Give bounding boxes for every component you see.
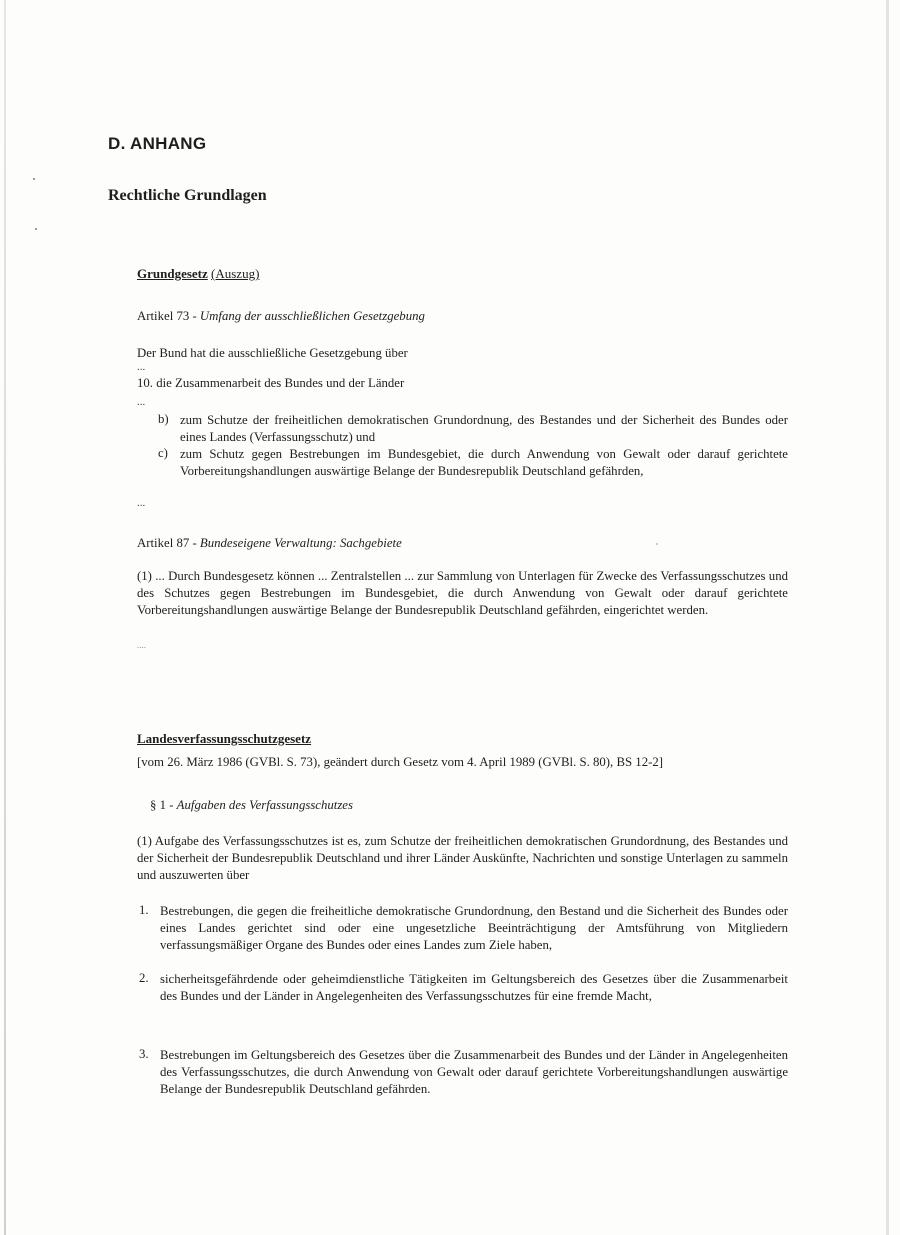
list-item-number: 3. xyxy=(139,1047,149,1061)
artikel-87-text: (1) ... Durch Bundesgesetz können ... Zentralstellen ... zur Sammlung von Unterlagen für Zwecke des Verfassungsschutzes und des Schutzes gegen Bestrebungen im Bundesgebiet, die durch Anwendung von Gewalt oder darauf gerichtete Vorbereitungshandlungen auswärtige Belange der Bundesrepublik Deutschland gefährden, eingerichtet werden. xyxy=(137,569,788,617)
grundgesetz-title-text: Grundgesetz xyxy=(137,266,208,281)
artikel-73-title: Umfang der ausschließlichen Gesetzgebung xyxy=(199,309,425,323)
item-b-text: zum Schutze der freiheitlichen demokratischen Grundordnung, des Bestandes und der Sicherheit des Bundes oder eines Landes (Verfassungsschutz) und xyxy=(180,413,788,444)
item-c-text: zum Schutz gegen Bestrebungen im Bundesgebiet, die durch Anwendung von Gewalt oder darauf gerichtete Vorbereitungshandlungen auswärtige Belange der Bundesrepublik Deutschland gefährden, xyxy=(180,447,788,478)
paragraph-1-intro: (1) Aufgabe des Verfassungsschutzes ist es, zum Schutze der freiheitlichen demokratischen Grundordnung, des Bestandes und der Sicherheit der Bundesrepublik Deutschland und ihrer Länder Auskünfte, Nachrichten und sonstige Unterlagen zu sammeln und auszuwerten über xyxy=(137,834,788,882)
scan-edge-left xyxy=(4,0,6,1235)
lvsg-subtitle: [vom 26. März 1986 (GVBl. S. 73), geändert durch Gesetz vom 4. April 1989 (GVBl. S. 80), BS 12-2] xyxy=(137,755,664,769)
list-item: Bestrebungen im Geltungsbereich des Gesetzes über die Zusammenarbeit des Bundes und der Länder in Angelegenheiten des Verfassungsschutzes, die durch Anwendung von Gewalt oder darauf gerichtete Vorbereitungshandlungen auswärtige Belange der Bundesrepublik Deutschland gefährden. xyxy=(160,1048,788,1096)
item-c-label: c) xyxy=(158,446,168,460)
scan-speck xyxy=(656,543,658,545)
ellipsis: ... xyxy=(137,361,146,373)
artikel-73-intro: Der Bund hat die ausschließliche Gesetzgebung über xyxy=(137,346,408,360)
list-item: sicherheitsgefährdende oder geheimdienstliche Tätigkeiten im Geltungsbereich des Gesetzes über die Zusammenarbeit des Bundes und der Länder in Angelegenheiten des Verfassungsschutzes für eine fremde Macht, xyxy=(160,972,788,1003)
scan-speck xyxy=(33,178,35,180)
page-heading: D. ANHANG xyxy=(108,134,207,153)
artikel-73-label: Artikel 73 - xyxy=(137,309,197,323)
ellipsis: ... xyxy=(137,497,146,509)
artikel-73-item-10: 10. die Zusammenarbeit des Bundes und der Länder xyxy=(137,376,405,390)
lvsg-title xyxy=(137,731,311,747)
lvsg-title-text: Landesverfassungsschutzgesetz xyxy=(137,731,312,746)
ellipsis: .... xyxy=(137,640,146,650)
item-b-label: b) xyxy=(158,412,169,426)
artikel-73-heading xyxy=(137,308,425,325)
artikel-87-label: Artikel 87 - xyxy=(137,536,197,550)
list-item-number: 1. xyxy=(139,903,149,917)
paragraph-1-label: § 1 - xyxy=(150,798,174,812)
paragraph-1-heading xyxy=(150,797,353,814)
scan-edge-right xyxy=(886,0,889,1235)
ellipsis: ... xyxy=(137,396,146,408)
list-item: Bestrebungen, die gegen die freiheitliche demokratische Grundordnung, den Bestand und die Sicherheit des Bundes oder eines Landes gerichtet sind oder eine ungesetzliche Beeinträchtigung der Amtsführung von Mitgliedern verfassungsmäßiger Organe des Bundes oder eines Landes zum Ziele haben, xyxy=(160,904,788,952)
artikel-87-title: Bundeseigene Verwaltung: Sachgebiete xyxy=(199,536,402,550)
scan-speck xyxy=(35,228,37,230)
grundgesetz-title xyxy=(137,266,259,282)
grundgesetz-title-suffix: (Auszug) xyxy=(211,266,260,281)
section-heading: Rechtliche Grundlagen xyxy=(108,187,267,204)
list-item-number: 2. xyxy=(139,971,149,985)
artikel-87-heading xyxy=(137,535,402,552)
paragraph-1-title: Aufgaben des Verfassungsschutzes xyxy=(176,798,353,812)
